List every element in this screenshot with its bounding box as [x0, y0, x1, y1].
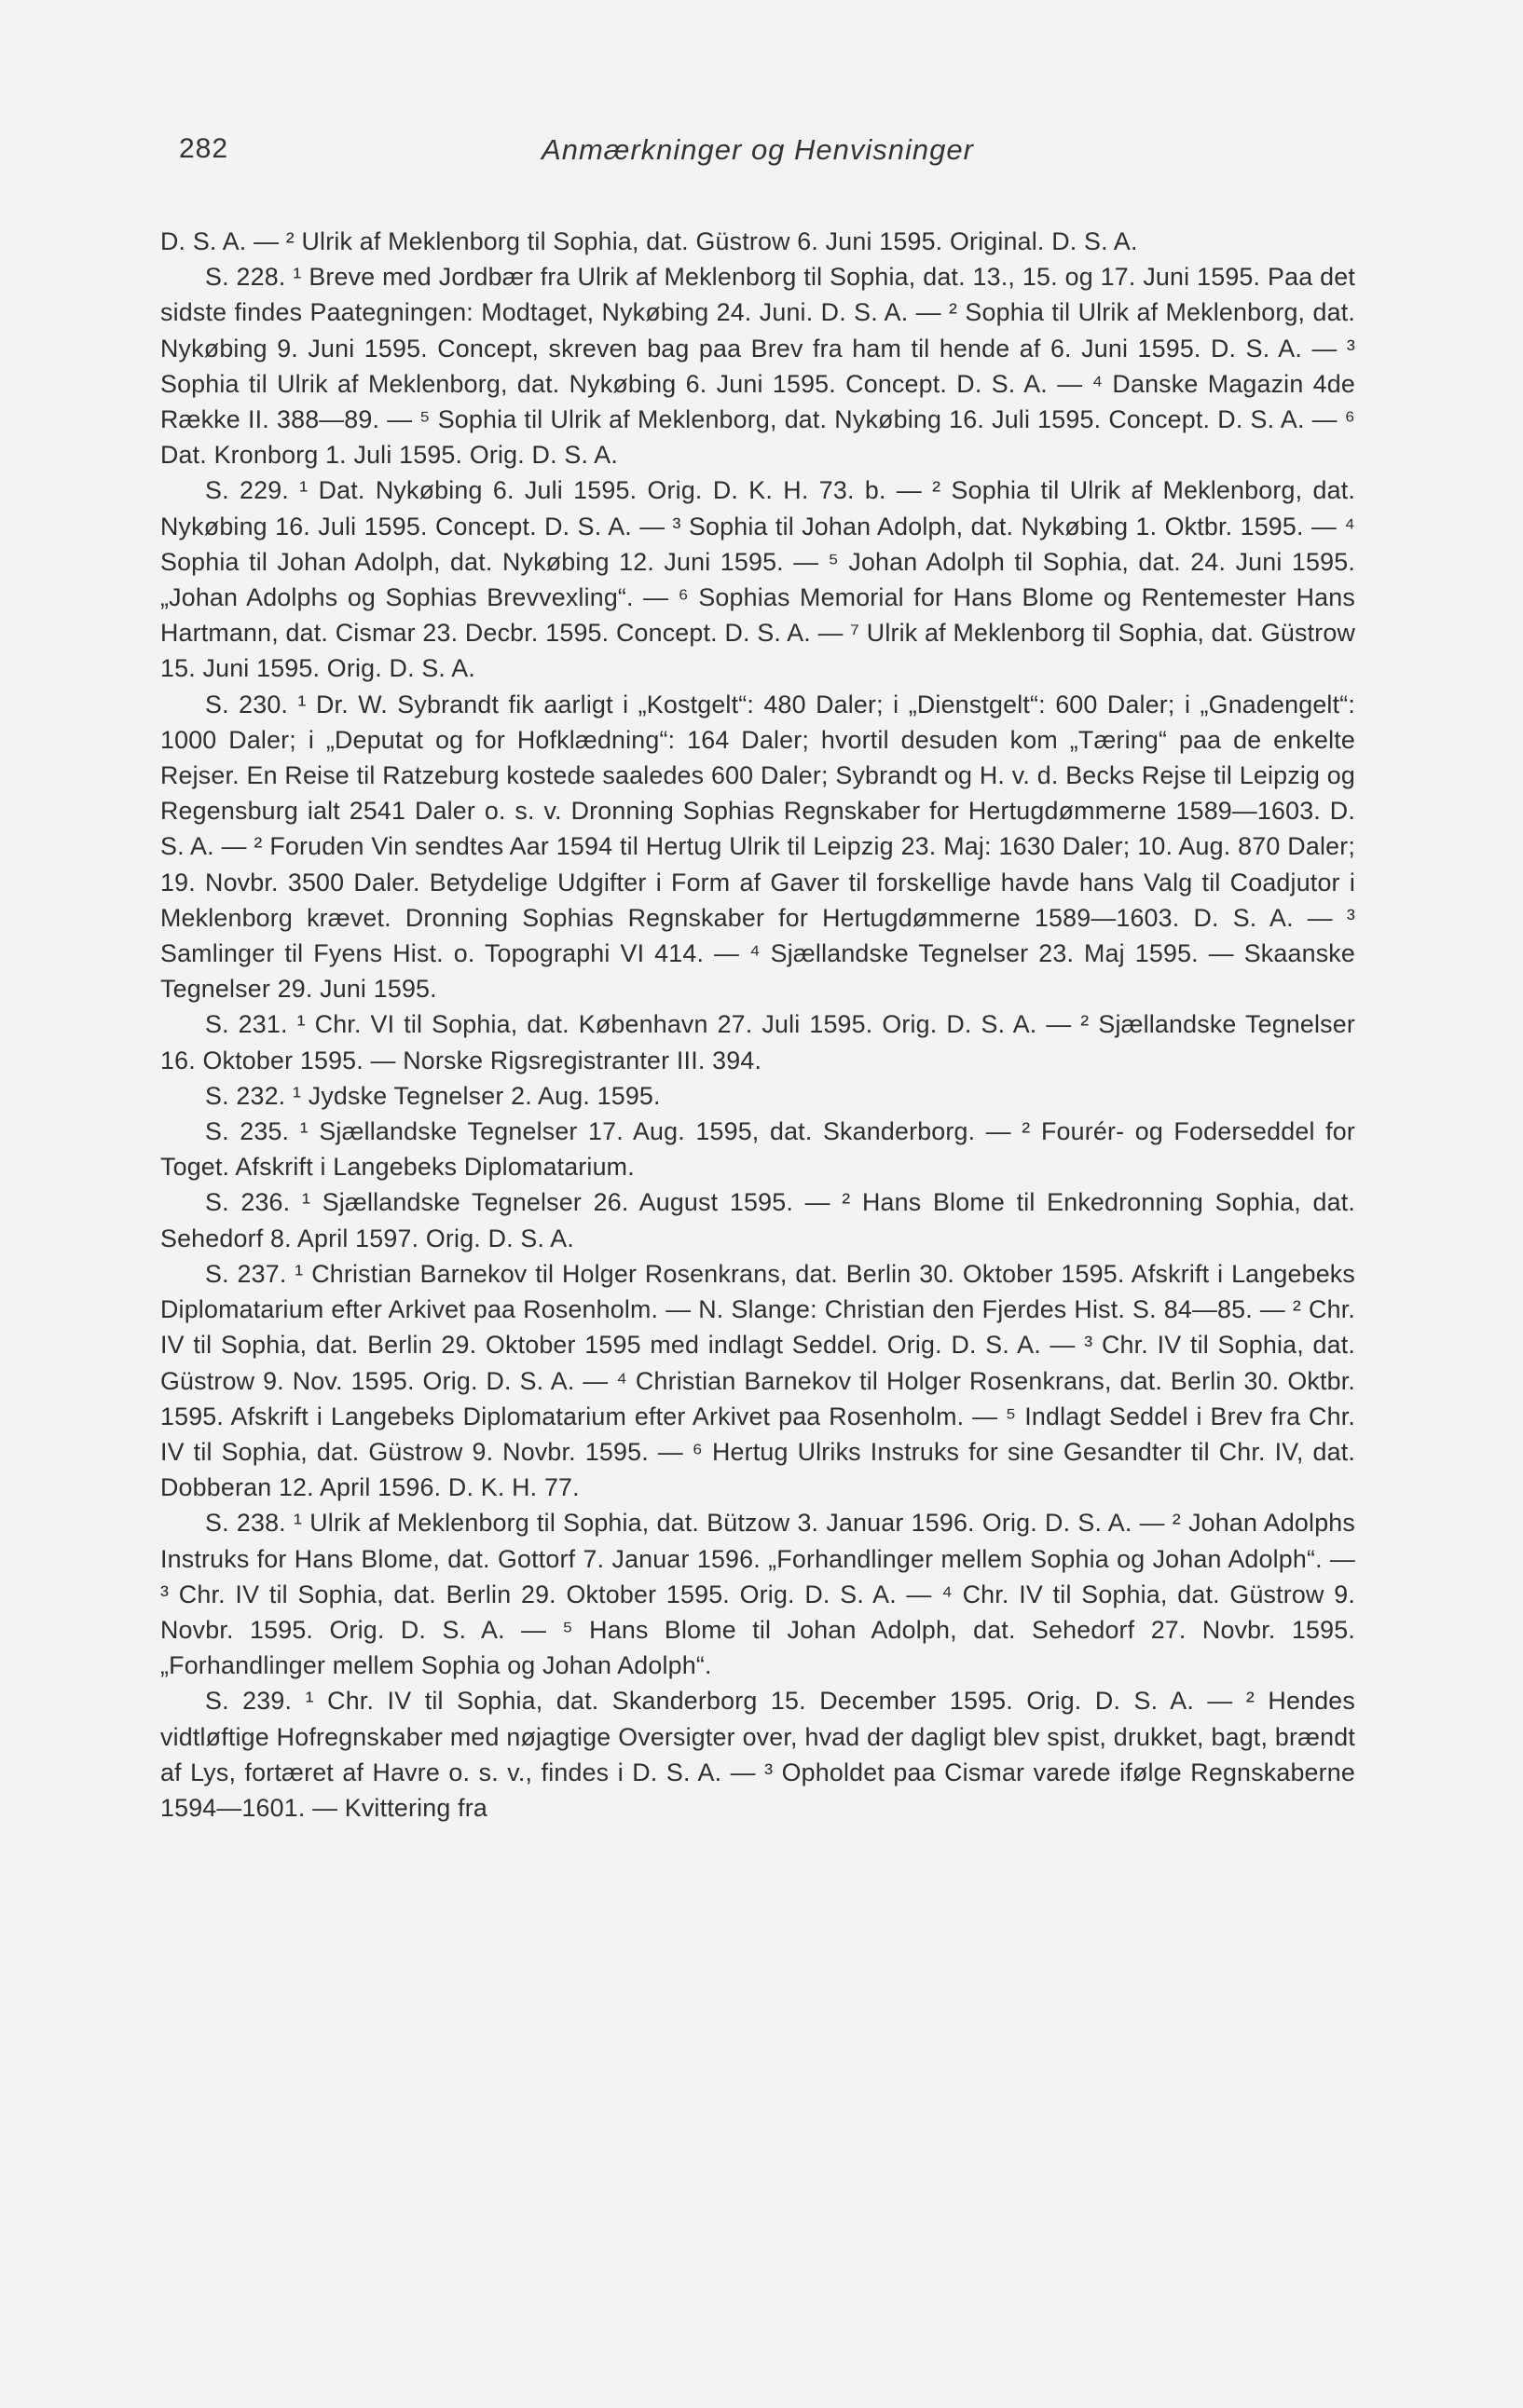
note-paragraph: D. S. A. — ² Ulrik af Meklenborg til Sophia, dat. Güstrow 6. Juni 1595. Original. D. S. A. — [160, 227, 1138, 255]
page-number: 282 — [179, 133, 229, 164]
notes-body — [160, 224, 1355, 1826]
note-paragraph: S. 231. ¹ Chr. VI til Sophia, dat. København 27. Juli 1595. Orig. D. S. A. — ² Sjællandske Tegnelser 16. Oktober 1595. — Norske Rigsregistranter III. 394. — [160, 1010, 1355, 1074]
book-page — [160, 0, 1355, 2408]
note-paragraph: S. 238. ¹ Ulrik af Meklenborg til Sophia, dat. Bützow 3. Januar 1596. Orig. D. S. A. — ² Johan Adolphs Instruks for Hans Blome, dat. Gottorf 7. Januar 1596. „Forhandlinger mellem Sophia og Johan Adolph“. — ³ Chr. IV til Sophia, dat. Berlin 29. Oktober 1595. Orig. D. S. A. — ⁴ Chr. IV til Sophia, dat. Güstrow 9. Novbr. 1595. Orig. D. S. A. — ⁵ Hans Blome til Johan Adolph, dat. Sehedorf 27. Novbr. 1595. „Forhandlinger mellem Sophia og Johan Adolph“. — [160, 1509, 1355, 1680]
page-header — [160, 133, 1355, 176]
note-paragraph: S. 239. ¹ Chr. IV til Sophia, dat. Skanderborg 15. December 1595. Orig. D. S. A. — ² Hendes vidtløftige Hofregnskaber med nøjagtige Oversigter over, hvad der dagligt blev spist, drukket, bagt, brændt af Lys, fortæret af Havre o. s. v., findes i D. S. A. — ³ Opholdet paa Cismar varede ifølge Regnskaberne 1594—1601. — Kvittering fra — [160, 1687, 1355, 1822]
note-paragraph: S. 237. ¹ Christian Barnekov til Holger Rosenkrans, dat. Berlin 30. Oktober 1595. Afskrift i Langebeks Diplomatarium efter Arkivet paa Rosenholm. — N. Slange: Christian den Fjerdes Hist. S. 84—85. — ² Chr. IV til Sophia, dat. Berlin 29. Oktober 1595 med indlagt Seddel. Orig. D. S. A. — ³ Chr. IV til Sophia, dat. Güstrow 9. Nov. 1595. Orig. D. S. A. — ⁴ Christian Barnekov til Holger Rosenkrans, dat. Berlin 30. Oktbr. 1595. Afskrift i Langebeks Diplomatarium efter Arkivet paa Rosenholm. — ⁵ Indlagt Seddel i Brev fra Chr. IV til Sophia, dat. Güstrow 9. Novbr. 1595. — ⁶ Hertug Ulriks Instruks for sine Gesandter til Chr. IV, dat. Dobberan 12. April 1596. D. K. H. 77. — [160, 1259, 1355, 1502]
note-paragraph: S. 228. ¹ Breve med Jordbær fra Ulrik af Meklenborg til Sophia, dat. 13., 15. og 17. Juni 1595. Paa det sidste findes Paategningen: Modtaget, Nykøbing 24. Juni. D. S. A. — ² Sophia til Ulrik af Meklenborg, dat. Nykøbing 9. Juni 1595. Concept, skreven bag paa Brev fra ham til hende af 6. Juni 1595. D. S. A. — ³ Sophia til Ulrik af Meklenborg, dat. Nykøbing 6. Juni 1595. Concept. D. S. A. — ⁴ Danske Magazin 4de Række II. 388—89. — ⁵ Sophia til Ulrik af Meklenborg, dat. Nykøbing 16. Juli 1595. Concept. D. S. A. — ⁶ Dat. Kronborg 1. Juli 1595. Orig. D. S. A. — [160, 263, 1355, 470]
note-paragraph: S. 236. ¹ Sjællandske Tegnelser 26. August 1595. — ² Hans Blome til Enkedronning Sophia, dat. Sehedorf 8. April 1597. Orig. D. S. A. — [160, 1188, 1355, 1252]
running-title: Anmærkninger og Henvisninger — [542, 133, 974, 166]
note-paragraph: S. 235. ¹ Sjællandske Tegnelser 17. Aug. 1595, dat. Skanderborg. — ² Fourér- og Foderseddel for Toget. Afskrift i Langebeks Diplomatarium. — [160, 1117, 1355, 1182]
note-paragraph: S. 230. ¹ Dr. W. Sybrandt fik aarligt i „Kostgelt“: 480 Daler; i „Dienstgelt“: 600 Daler; i „Gnadengelt“: 1000 Daler; i „Deputat og for Hofklædning“: 164 Daler; hvortil desuden kom „Tæring“ paa de enkelte Rejser. En Reise til Ratzeburg kostede saaledes 600 Daler; Sybrandt og H. v. d. Becks Rejse til Leipzig og Regensburg ialt 2541 Daler o. s. v. Dronning Sophias Regnskaber for Hertugdømmerne 1589—1603. D. S. A. — ² Foruden Vin sendtes Aar 1594 til Hertug Ulrik til Leipzig 23. Maj: 1630 Daler; 10. Aug. 870 Daler; 19. Novbr. 3500 Daler. Betydelige Udgifter i Form af Gaver til forskellige havde hans Valg til Coadjutor i Meklenborg krævet. Dronning Sophias Regnskaber for Hertugdømmerne 1589—1603. D. S. A. — ³ Samlinger til Fyens Hist. o. Topographi VI 414. — ⁴ Sjællandske Tegnelser 23. Maj 1595. — Skaanske Tegnelser 29. Juni 1595. — [160, 690, 1355, 1004]
note-paragraph: S. 232. ¹ Jydske Tegnelser 2. Aug. 1595. — [205, 1081, 661, 1110]
note-paragraph: S. 229. ¹ Dat. Nykøbing 6. Juli 1595. Orig. D. K. H. 73. b. — ² Sophia til Ulrik af Meklenborg, dat. Nykøbing 16. Juli 1595. Concept. D. S. A. — ³ Sophia til Johan Adolph, dat. Nykøbing 1. Oktbr. 1595. — ⁴ Sophia til Johan Adolph, dat. Nykøbing 12. Juni 1595. — ⁵ Johan Adolph til Sophia, dat. 24. Juni 1595. „Johan Adolphs og Sophias Brevvexling“. — ⁶ Sophias Memorial for Hans Blome og Rentemester Hans Hartmann, dat. Cismar 23. Decbr. 1595. Concept. D. S. A. — ⁷ Ulrik af Meklenborg til Sophia, dat. Güstrow 15. Juni 1595. Orig. D. S. A. — [160, 476, 1355, 683]
